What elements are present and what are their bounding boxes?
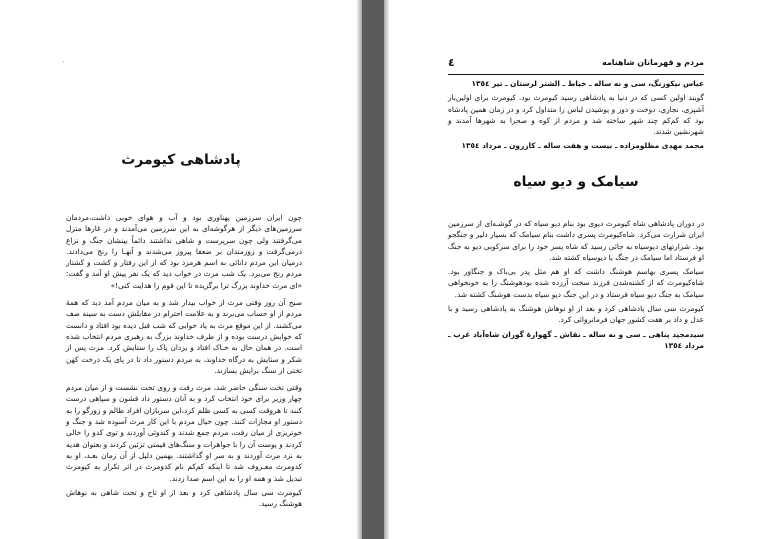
contributor-credit: عباس نیکوزنگ، سی و نه ساله ـ خیاط ـ الشتر لرستان ـ تیر ١٣٥٤: [471, 79, 704, 88]
paragraph: در دوران پادشاهی شاه کیومرث دیوی بود بنام دیو سیاه که در گوشـه‌ای از سرزمین ایران شرارت می‌کرد. شاه‌کیومرث پسری داشت بنام سیامک که بسیار دلیر و جنگجو بود. شرارتهای دیوسیاه به جائی رسید که شاه پسر خود را برای سرکوبی دیو به جنگ او فرستاد اما سیامک در جنگ با دیوسیاه کشته شد.: [448, 219, 704, 262]
right-body-bottom: [448, 218, 704, 354]
contributor-credit: محمد مهدی مظلومزاده ـ بیست و هفت ساله ـ کازرون ـ مرداد ١٣٥٤: [461, 141, 704, 151]
header-rule: [448, 74, 704, 75]
paragraph: صبح آن روز وقتی مرث از خواب بیدار شد و به میان مردم آمد دید که همهٔ مردم از او حساب می‌برند و به علامت احترام در مقابلش دست به سینه صف می‌کشند. از این موقع مرث به یاد خوابی که شب قبل دیده بود افتاد و دانست که خوابش درست بوده و از طرف خداوند بزرگ به رهبری مردم انتخاب شده است. در همان حال به خـاک افتاد و یزدان پاک را ستایش کرد. مرث پس از شکر و ستایش به درگاه خداوند، به مردم دستور داد تا در پای یک درخت کهن تختی از سنگ برایش بسازند.: [66, 298, 302, 375]
paragraph: سیامک پسری بهاسم هوشنگ داشت که او هم مثل پدر بی‌باک و جنگاور بود. شاه‌کیومرث که از کشته‌شدن فرزند سخت آزرده شده بودهوشنگ را به خونخواهی سیامک به جنگ دیو سیاه فرستاد و در این جنگ دیو سیاه بدست هوشنگ کشته شد.: [448, 267, 704, 299]
page-mark: ·: [62, 58, 65, 67]
paragraph: گویند اولین کسی که در دنیا به پادشاهی رسید کیومرث بود. کیومرث برای اولین‌بار آشپزی، نجاری، دوخت و دوز و پوشیدن لباس را متداول کرد و در زمان همین پادشاه بود که کم‌کم چند شهر ساخته شد و مردم از کوه و صحرا به شهرها آمدند و شهرنشین شدند.: [448, 93, 704, 137]
page-number: ٤: [448, 56, 455, 69]
contributor-credit: سیدمجید پناهی ـ سی و نه ساله ـ نقاش ـ گهوارهٔ گوران شاه‌آباد غرب ـ مرداد ١٣٥٤: [448, 329, 704, 350]
paragraph: چون ایران سرزمین پهناوری بود و آب و هوای خوبی داشت،مردمان سرزمین‌های دیگر از هرگوشه‌ای به این سرزمین می‌آمدند و در غارها منزل می‌گرفتند ولی چون سرپرست و شاهی نداشتند دائماً بینشان جنگ و نزاع درمی‌گرفت و زورمندان بر ضعفا پیروز می‌شدند و آنهـا را رنج می‌دادند. درمیان این مردم دانائی به اسم هرمزد بود که از این رفتار و کشت و کشتار مردم رنج می‌برد. یک شب مرث در خواب دید که یک نفر پیش او آمد و گفت: «ای مرث خداوند بزرگ ترا برگزیده تا این قوم را هدایت کنی!»: [66, 213, 302, 290]
paragraph: کیومرث سی سال پادشاهی کرد و بعد از او نوهاش هوشنگ به پادشاهی رسید و با عدل و داد بر هفت کشور جهان فرمانروائی کرد.: [448, 304, 704, 325]
gutter-shadow: [356, 0, 362, 539]
paragraph: کیومرث سی سال پادشاهی کرد و بعد از او تاج و تخت شاهی به نوهاش هوشنگ رسید.: [66, 487, 302, 509]
right-body-top: [448, 78, 704, 155]
paragraph: وقتی تخت سنگی حاضر شد، مرث رفت و روی تخت نشست و از میان مردم چهار وزیر برای خود انتخاب کرد و به آنان دستور داد قشون و سپاهی درست کنند تا هروقت کسی به کسی ظلم کرد،این سربازان افراد ظالم و زورگو را به دستور او مجازات کنند. چون خیال مردم با این کار مرث آسوده شد و جنگ و خونریزی از میان رفت، مردم جمع شدند و کندوئی آوردند و توی کدو را خالی کردند و پوست آن را با جواهرات و سنگ‌های قیمتی تزئین کردند و بعنوان هدیه به نزد مرث آوردند و به سر او گذاشتند. بهمین دلیل از آن زمان بعـد، او به کدومرث معـروف شد تا اینکه کم‌کم نام کدومرث در اثر تکرار به کیومرث تبدیل شد و همه او را به این اسم صدا زدند.: [66, 383, 302, 483]
left-body-text: [66, 212, 302, 512]
gutter-shadow: [384, 0, 390, 539]
story-title-siamak: سیامک و دیو سیاه: [513, 174, 639, 190]
running-head-title: مردم و قهرمانان شاهنامه: [601, 58, 704, 67]
running-header: [448, 58, 704, 72]
chapter-title-kiumars: پادشاهی کیومرث: [121, 152, 241, 168]
